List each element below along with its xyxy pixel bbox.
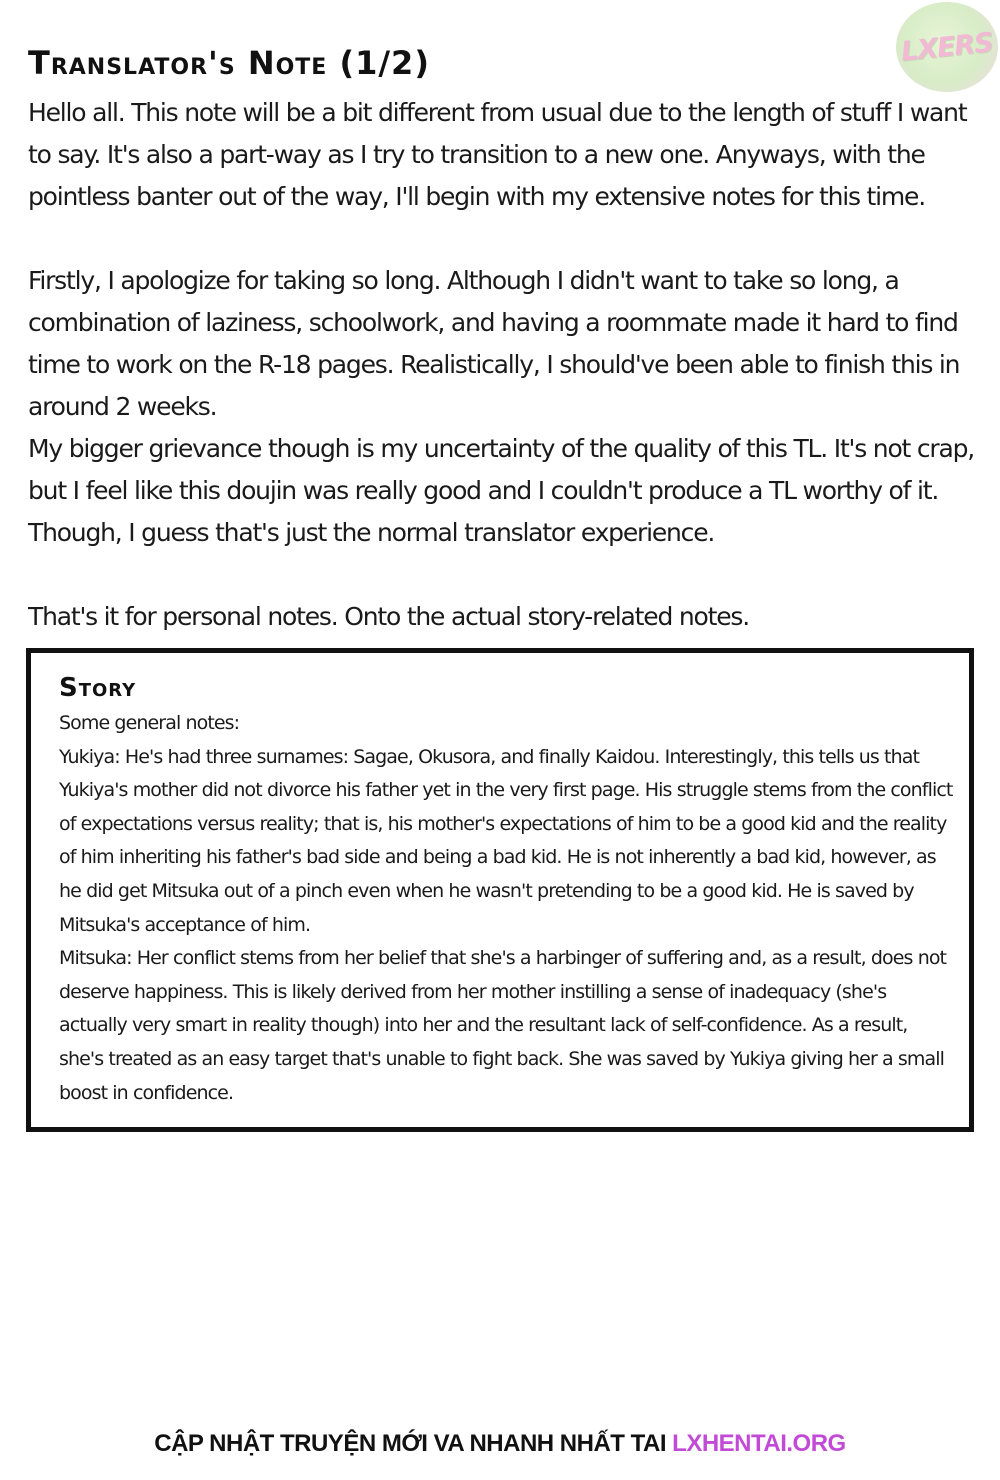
note-paragraph-greeting: Hello all. This note will be a bit different from usual due to the length of stuff I want to say. It's also a part-way as I try to transition to a new one. Anyways, with the pointless banter out of the way, I'll begin with my extensive notes for this time. (28, 98, 967, 211)
story-notes-box (26, 648, 974, 1132)
site-logo-watermark (896, 2, 998, 92)
page-title: Translator's Note (1/2) (28, 44, 430, 82)
story-heading: Story (59, 673, 137, 703)
note-paragraph-apology: Firstly, I apologize for taking so long. Although I didn't want to take so long, a combination of laziness, schoolwork, and having a roommate made it hard to find time to work on the R-18 pages. Realistically, I should've been able to finish this in around 2 weeks. (28, 266, 960, 421)
note-paragraph-grievance: My bigger grievance though is my uncertainty of the quality of this TL. It's not crap, but I feel like this doujin was really good and I couldn't produce a TL worthy of it. Though, I guess that's just the normal translator experience. (28, 434, 975, 547)
paragraph-spacer (28, 554, 993, 596)
character-note-mitsuka: Mitsuka: Her conflict stems from her belief that she's a harbinger of suffering and, as a result, does not deserve happiness. This is likely derived from her mother instilling a sense of inadequacy (she's actually very smart in reality though) into her and the resultant lack of self-confidence. As a result, she's treated as an easy target that's unable to fight back. She was saved by Yukiya giving her a small boost in confidence. (59, 947, 947, 1104)
paragraph-spacer (28, 218, 993, 260)
logo-text: LXERS (899, 26, 995, 68)
story-notes-body (59, 707, 955, 1110)
footer-text: CẬP NHẬT TRUYỆN MỚI VA NHANH NHẤT TAI (154, 1430, 666, 1457)
footer-site-link[interactable]: LXHENTAI.ORG (672, 1430, 846, 1457)
note-paragraph-transition: That's it for personal notes. Onto the actual story-related notes. (28, 602, 749, 631)
footer-banner (0, 1430, 1000, 1458)
translator-note-body (28, 92, 993, 638)
character-note-yukiya: Yukiya: He's had three surnames: Sagae, Okusora, and finally Kaidou. Interestingly, this tells us that Yukiya's mother did not divorce his father yet in the very first page. His struggle stems from the conflict of expectations versus reality; that is, his mother's expectations of him to be a good kid and the reality of him inheriting his father's bad side and being a bad kid. He is not inherently a bad kid, however, as he did get Mitsuka out of a pinch even when he wasn't pretending to be a good kid. He is saved by Mitsuka's acceptance of him. (59, 745, 953, 936)
story-intro: Some general notes: (59, 712, 240, 734)
